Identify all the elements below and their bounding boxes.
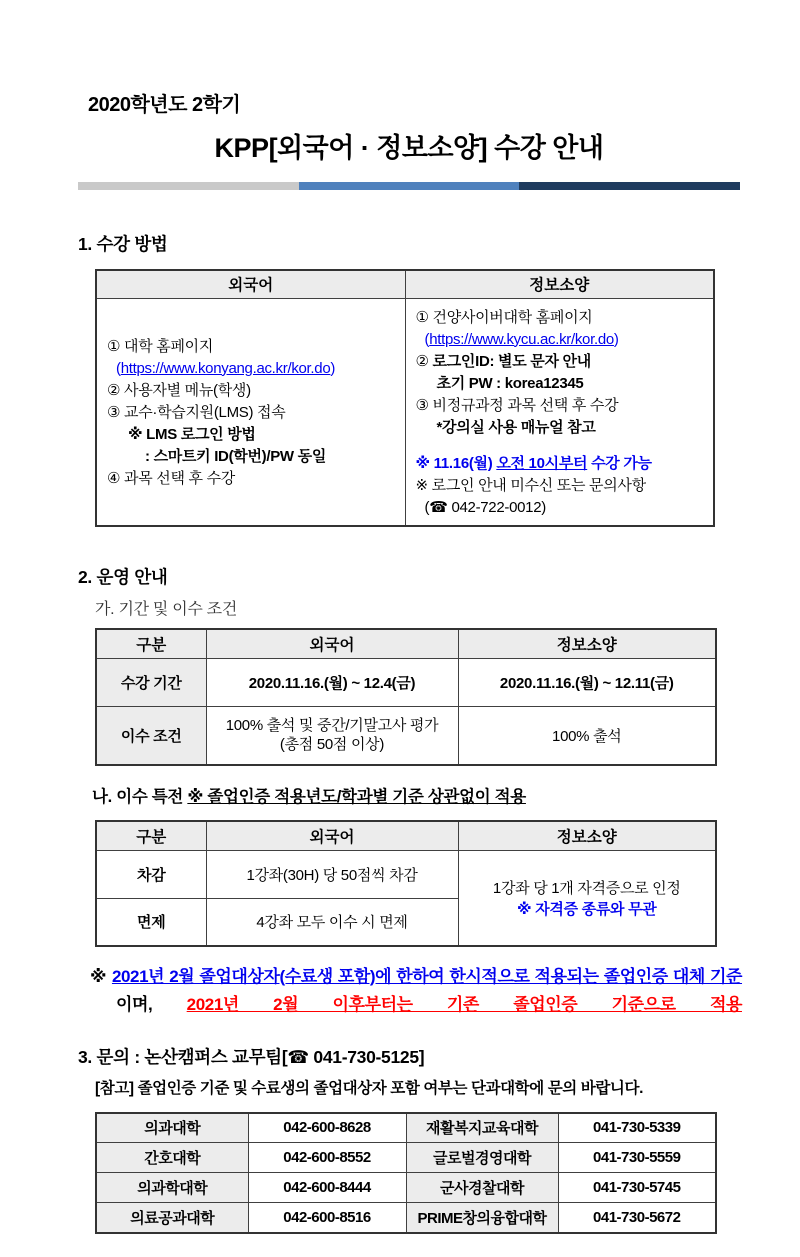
- certificate-merged-cell: [458, 851, 716, 946]
- t3-header-foreign: 외국어: [206, 821, 458, 851]
- subsection-a-label: 가. 기간 및 이수 조건: [95, 600, 237, 618]
- foreign-period: 2020.11.16.(월) ~ 12.4(금): [206, 659, 458, 707]
- contact-row: [96, 1173, 716, 1203]
- t2-header-category: 구분: [96, 629, 206, 659]
- semester-label: 2020학년도 2학기: [88, 94, 241, 116]
- kycu-homepage-link[interactable]: https://www.kycu.ac.kr/kor.do: [429, 330, 614, 348]
- foreign-step-4: ④ 과목 선택 후 수강: [107, 469, 235, 487]
- condition-label: 이수 조건: [96, 707, 206, 765]
- contact-table: [95, 1112, 717, 1234]
- exemption-detail: 4강좌 모두 이수 시 면제: [206, 899, 458, 946]
- subsection-b-plain: 나. 이수 특전: [92, 787, 188, 806]
- note-mid-text: 이며,: [116, 994, 187, 1014]
- title-divider: [78, 182, 740, 190]
- reference-note: [참고] 졸업인증 기준 및 수료생의 졸업대상자 포함 여부는 단과대학에 문의 바랍니다.: [95, 1079, 643, 1097]
- period-row: [96, 659, 716, 707]
- condition-line-1: 100% 출석 및 중간/기말고사 평가: [225, 717, 439, 735]
- initial-pw-note: 초기 PW : korea12345: [436, 374, 584, 392]
- t2-header-info: 정보소양: [458, 629, 716, 659]
- divider-blue-segment: [299, 182, 520, 190]
- contact-row: [96, 1203, 716, 1233]
- t1-body-row: [96, 298, 714, 526]
- benefit-table: [95, 820, 717, 947]
- contact-college-cell: 글로벌경영대학: [406, 1143, 558, 1173]
- info-steps-cell: [405, 298, 714, 526]
- step-number: ②: [415, 352, 433, 370]
- note-prefix: ※: [90, 966, 112, 986]
- page-title: KPP[외국어 · 정보소양] 수강 안내: [214, 133, 604, 163]
- paren-open: (: [116, 359, 121, 377]
- info-period: 2020.11.16.(월) ~ 12.11(금): [458, 659, 716, 707]
- t3-header-info: 정보소양: [458, 821, 716, 851]
- contact-college-cell: 의료공과대학: [96, 1203, 248, 1233]
- deduction-label: 차감: [96, 851, 206, 899]
- manual-note: *강의실 사용 매뉴얼 참고: [436, 418, 596, 436]
- t1-header-row: [96, 270, 714, 298]
- condition-line-2: (총점 50점 이상): [279, 736, 385, 754]
- t2-header-foreign: 외국어: [206, 629, 458, 659]
- section1-heading: 1. 수강 방법: [78, 234, 168, 254]
- lms-login-note: ※ LMS 로그인 방법: [128, 425, 256, 443]
- contact-phone-cell: 041-730-5745: [558, 1173, 716, 1203]
- contact-row: [96, 1113, 716, 1143]
- info-step-1: ① 건양사이버대학 홈페이지: [415, 308, 593, 326]
- contact-phone-cell: 042-600-8444: [248, 1173, 406, 1203]
- foreign-step-3: ③ 교수·학습지원(LMS) 접속: [107, 403, 286, 421]
- t1-header-info: 정보소양: [405, 270, 714, 298]
- contact-phone-cell: 042-600-8628: [248, 1113, 406, 1143]
- deduction-row: [96, 851, 716, 899]
- start-time-notice: [416, 453, 710, 475]
- period-condition-table: [95, 628, 717, 766]
- notice-text: ※ 11.16(월): [415, 454, 497, 472]
- inquiry-phone: (☎ 042-722-0012): [424, 498, 546, 516]
- t1-header-foreign: 외국어: [96, 270, 405, 298]
- paren-open: (: [424, 330, 430, 348]
- note-blue-text: 2021년 2월 졸업대상자(수료생 포함)에 한하여 한시적으로 적용되는 졸업인증 대체 기준: [111, 966, 743, 986]
- subsection-b-underlined: ※ 졸업인증 적용년도/학과별 기준 상관없이 적용: [187, 787, 526, 806]
- section3-heading: 3. 문의 : 논산캠퍼스 교무팀[☎ 041-730-5125]: [78, 1046, 425, 1067]
- registration-method-table: [95, 269, 715, 527]
- contact-college-cell: PRIME창의융합대학: [406, 1203, 558, 1233]
- contact-phone-cell: 041-730-5339: [558, 1113, 716, 1143]
- smartkey-note: : 스마트키 ID(학번)/PW 동일: [145, 447, 327, 465]
- certificate-line-1: 1강좌 당 1개 자격증으로 인정: [492, 879, 681, 897]
- divider-navy-segment: [519, 182, 740, 190]
- exemption-label: 면제: [96, 899, 206, 946]
- contact-row: [96, 1143, 716, 1173]
- blank-line: [416, 439, 710, 453]
- contact-college-cell: 의과대학: [96, 1113, 248, 1143]
- info-step-2: [416, 351, 710, 373]
- info-link-line: [416, 329, 710, 351]
- paren-close: ): [613, 330, 619, 348]
- divider-gray-segment: [78, 182, 299, 190]
- contact-college-cell: 군사경찰대학: [406, 1173, 558, 1203]
- contact-college-cell: 간호대학: [96, 1143, 248, 1173]
- t3-header-row: [96, 821, 716, 851]
- foreign-condition: [206, 707, 458, 765]
- konyang-homepage-link[interactable]: https://www.konyang.ac.kr/kor.do: [120, 359, 331, 377]
- notice-text: 수강 가능: [587, 454, 652, 472]
- foreign-step-1: ① 대학 홈페이지: [107, 337, 214, 355]
- contact-phone-cell: 042-600-8516: [248, 1203, 406, 1233]
- period-label: 수강 기간: [96, 659, 206, 707]
- login-inquiry-notice: ※ 로그인 안내 미수신 또는 문의사항: [415, 476, 646, 494]
- foreign-steps-cell: [96, 298, 405, 526]
- title-block: [78, 88, 740, 190]
- section2-heading: 2. 운영 안내: [78, 566, 168, 587]
- subsection-b-label: [92, 783, 740, 807]
- contact-phone-cell: 041-730-5672: [558, 1203, 716, 1233]
- deduction-detail: 1강좌(30H) 당 50점씩 차감: [206, 851, 458, 899]
- certificate-line-2: ※ 자격증 종류와 무관: [517, 900, 657, 918]
- contact-college-cell: 의과학대학: [96, 1173, 248, 1203]
- contact-phone-cell: 042-600-8552: [248, 1143, 406, 1173]
- paren-close: ): [330, 359, 336, 377]
- t2-header-row: [96, 629, 716, 659]
- notice-underlined: 오전 10시부터: [496, 454, 588, 472]
- t3-header-category: 구분: [96, 821, 206, 851]
- contact-college-cell: 재활복지교육대학: [406, 1113, 558, 1143]
- note-red-text: 2021년 2월 이후부터는 기존 졸업인증 기준으로 적용: [186, 994, 742, 1014]
- contact-phone-cell: 041-730-5559: [558, 1143, 716, 1173]
- info-condition: 100% 출석: [458, 707, 716, 765]
- graduation-certification-note: [90, 963, 742, 1019]
- condition-row: [96, 707, 716, 765]
- info-step-3: ③ 비정규과정 과목 선택 후 수강: [415, 396, 619, 414]
- foreign-link-line: [107, 358, 401, 380]
- foreign-step-2: ② 사용자별 메뉴(학생): [107, 381, 251, 399]
- login-id-note: 로그인ID: 별도 문자 안내: [432, 352, 591, 370]
